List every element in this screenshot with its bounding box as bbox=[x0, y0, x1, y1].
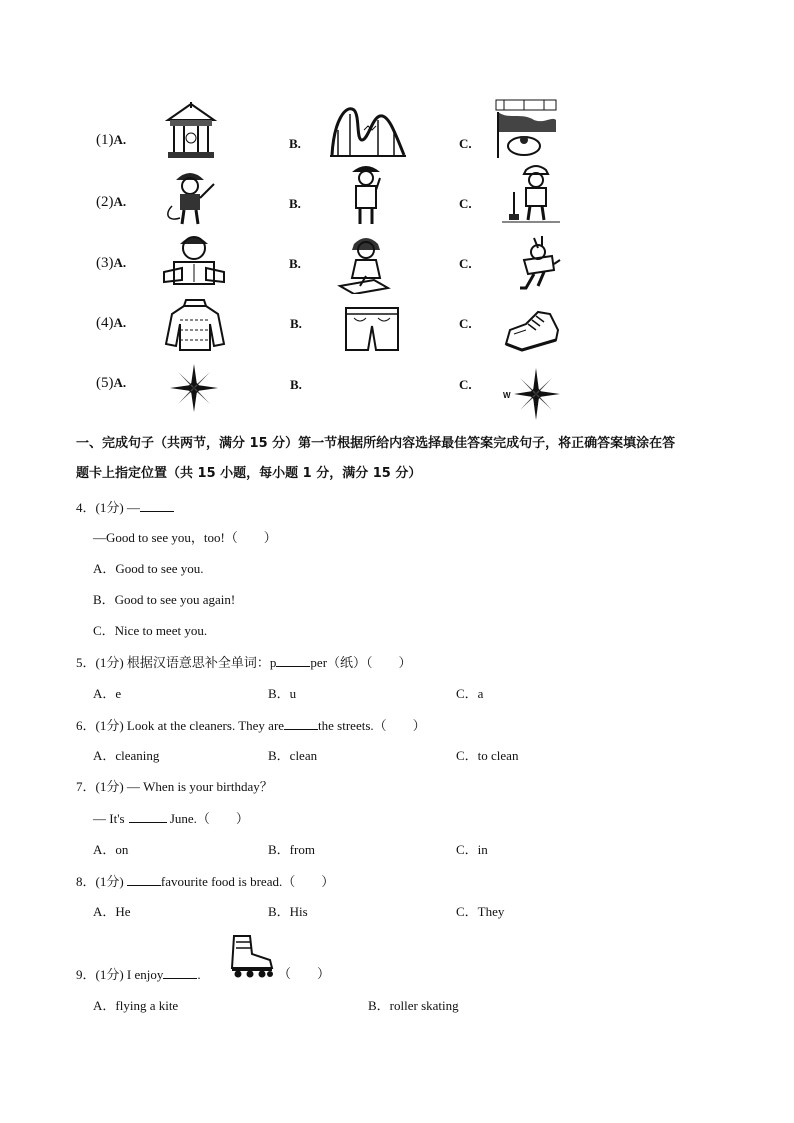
q5-option-c[interactable]: C．a bbox=[456, 686, 484, 701]
q7-option-b[interactable]: B．from bbox=[268, 842, 315, 857]
row-4-option-c: C. bbox=[459, 316, 472, 331]
compass-rose-picture-a bbox=[168, 362, 220, 414]
q4-stem: 4．(1分) — bbox=[76, 498, 174, 517]
q5-option-a[interactable]: A．e bbox=[93, 686, 122, 701]
firefighter-picture bbox=[162, 166, 218, 226]
q4-blank bbox=[140, 498, 174, 512]
q9-stem: 9．(1分) I enjoy . bbox=[76, 967, 201, 982]
boy-reading-picture bbox=[160, 228, 228, 286]
row-1-option-c: C. bbox=[459, 136, 472, 151]
row-3-option-b: B. bbox=[289, 256, 301, 271]
row-2-option-b: B. bbox=[289, 196, 301, 211]
sneakers-picture bbox=[502, 304, 562, 354]
girl-jumping-picture bbox=[514, 234, 562, 294]
section-heading bbox=[76, 429, 756, 489]
q9-option-a[interactable]: A．flying a kite bbox=[93, 998, 179, 1013]
q9-paren: （ ） bbox=[278, 966, 331, 981]
q6-option-b[interactable]: B．clean bbox=[268, 748, 318, 763]
q6-blank bbox=[284, 716, 318, 730]
row-5-option-c: C. bbox=[459, 377, 472, 392]
row-5-label: (5)A. bbox=[96, 375, 127, 391]
q8-blank bbox=[127, 872, 161, 886]
girl-writing-picture bbox=[336, 230, 392, 294]
sweater-picture bbox=[164, 296, 226, 354]
row-5-option-b: B. bbox=[290, 377, 302, 392]
section-title-line-2: 题卡上指定位置（共 15 小题，每小题 1 分，满分 15 分） bbox=[76, 466, 422, 481]
q7-stem: 7．(1分) — When is your birthday？ bbox=[76, 779, 273, 794]
q7-blank bbox=[129, 809, 167, 823]
shorts-picture bbox=[344, 304, 400, 352]
row-1-label: (1)A. bbox=[96, 132, 127, 148]
roller-coaster-picture bbox=[328, 100, 408, 158]
gardener-picture bbox=[502, 162, 560, 224]
q9-blank bbox=[163, 965, 197, 979]
compass-w-label: W bbox=[503, 391, 511, 400]
q6-stem: 6．(1分) Look at the cleaners. They are the streets.（ ） bbox=[76, 718, 426, 733]
q6-option-a[interactable]: A．cleaning bbox=[93, 748, 160, 763]
row-3-option-c: C. bbox=[459, 256, 472, 271]
q8-option-a[interactable]: A．He bbox=[93, 904, 131, 919]
roller-skate-picture bbox=[226, 934, 276, 978]
q8-stem: 8．(1分) favourite food is bread.（ ） bbox=[76, 874, 335, 889]
q5-stem: 5．(1分) 根据汉语意思补全单词：p per（纸）（ ） bbox=[76, 655, 412, 670]
row-2-option-c: C. bbox=[459, 196, 472, 211]
bumper-car-picture bbox=[494, 98, 558, 160]
police-officer-picture bbox=[346, 160, 386, 226]
row-1-option-b: B. bbox=[289, 136, 301, 151]
q7-line-2: — It's June.（ ） bbox=[93, 811, 249, 826]
q8-option-c[interactable]: C．They bbox=[456, 904, 505, 919]
row-4-option-b: B. bbox=[290, 316, 302, 331]
q8-option-b[interactable]: B．His bbox=[268, 904, 308, 919]
q4-line-2: —Good to see you，too!（ ） bbox=[93, 530, 277, 545]
carousel-picture bbox=[160, 100, 222, 162]
q4-option-c[interactable]: C．Nice to meet you. bbox=[93, 623, 208, 638]
section-title-line-1: 一、完成句子（共两节，满分 15 分）第一节根据所给内容选择最佳答案完成句子，将正确答案填涂在答 bbox=[76, 436, 676, 451]
q4-option-a[interactable]: A．Good to see you. bbox=[93, 561, 204, 576]
q5-option-b[interactable]: B．u bbox=[268, 686, 297, 701]
q7-option-a[interactable]: A．on bbox=[93, 842, 129, 857]
row-4-label: (4)A. bbox=[96, 315, 127, 331]
q9-option-b[interactable]: B．roller skating bbox=[368, 998, 459, 1013]
q6-option-c[interactable]: C．to clean bbox=[456, 748, 519, 763]
row-3-label: (3)A. bbox=[96, 255, 127, 271]
q4-option-b[interactable]: B．Good to see you again! bbox=[93, 592, 236, 607]
row-2-label: (2)A. bbox=[96, 194, 127, 210]
q5-blank bbox=[276, 653, 310, 667]
q7-option-c[interactable]: C．in bbox=[456, 842, 488, 857]
compass-rose-picture-c bbox=[502, 366, 564, 424]
